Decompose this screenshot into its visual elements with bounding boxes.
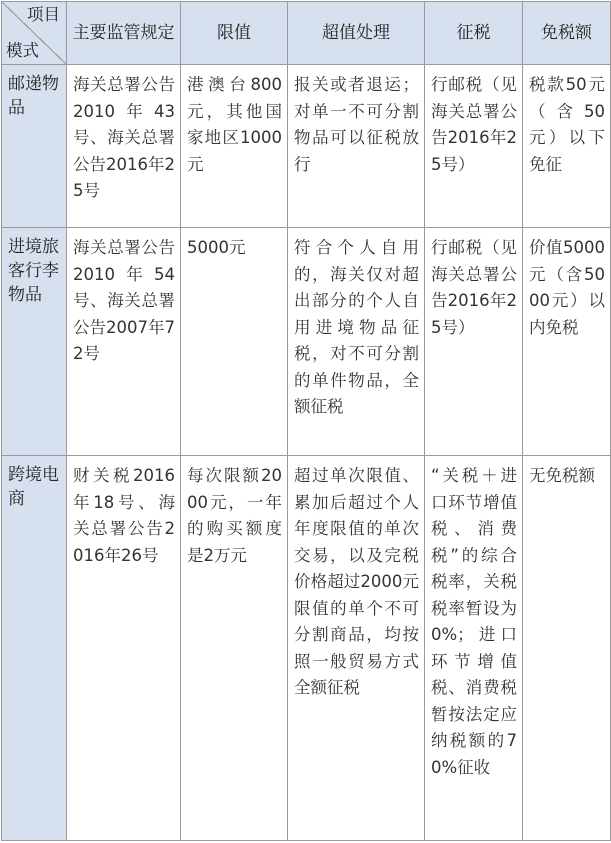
exemption-cell: 价值5000元（含5000元）以内免税 (523, 228, 611, 456)
excess-cell: 超过单次限值、累加后超过个人年度限值的单次交易，以及完税价格超过2000元限值的单个不可分割商品，均按照一般贸易方式全额征税 (288, 456, 425, 841)
corner-header-cell (2, 2, 67, 65)
tax-cell: 行邮税（见海关总署公告2016年25号） (425, 228, 523, 456)
tax-cell: 行邮税（见海关总署公告2016年25号） (425, 65, 523, 228)
regulation-cell: 海关总署公告2010年54号、海关总署公告2007年72号 (67, 228, 181, 456)
table-row-luggage (2, 228, 611, 456)
header-tax: 征税 (425, 2, 523, 65)
header-exemption: 免税额 (523, 2, 611, 65)
row-mode-label: 跨境电商 (2, 456, 67, 841)
header-excess: 超值处理 (288, 2, 425, 65)
limit-cell: 每次限额2000元，一年的购买额度是2万元 (181, 456, 288, 841)
row-mode-label: 邮递物品 (2, 65, 67, 228)
excess-cell: 符合个人自用的，海关仅对超出部分的个人自用进境物品征税，对不可分割的单件物品，全额征税 (288, 228, 425, 456)
tax-cell: “关税＋进口环节增值税、消费税”的综合税率，关税税率暂设为0%；进口环节增值税、消费税暂按法定应纳税额的70%征收 (425, 456, 523, 841)
header-limit: 限值 (181, 2, 288, 65)
table-row-ecommerce (2, 456, 611, 841)
limit-cell: 港澳台800元，其他国家地区1000元 (181, 65, 288, 228)
corner-label-item: 项目 (27, 5, 60, 24)
limit-cell: 5000元 (181, 228, 288, 456)
corner-label-mode: 模式 (6, 41, 39, 60)
tax-comparison-table (1, 1, 611, 841)
row-mode-label: 进境旅客行李物品 (2, 228, 67, 456)
header-row (2, 2, 611, 65)
excess-cell: 报关或者退运；对单一不可分割物品可以征税放行 (288, 65, 425, 228)
exemption-cell: 无免税额 (523, 456, 611, 841)
header-regulation: 主要监管规定 (67, 2, 181, 65)
table-row-postal (2, 65, 611, 228)
exemption-cell: 税款50元（含50元）以下免征 (523, 65, 611, 228)
regulation-cell: 财关税2016年18号、海关总署公告2016年26号 (67, 456, 181, 841)
regulation-cell: 海关总署公告2010年43号、海关总署公告2016年25号 (67, 65, 181, 228)
